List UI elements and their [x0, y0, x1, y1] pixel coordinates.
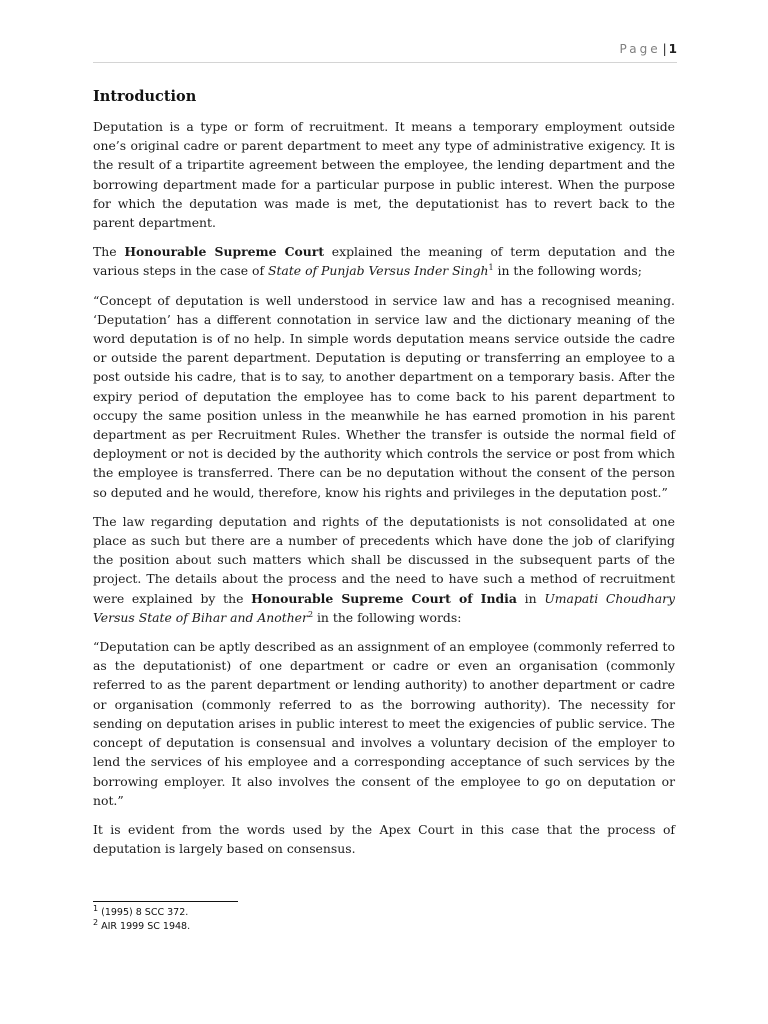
footnote-divider	[93, 901, 238, 902]
page-header	[93, 42, 677, 63]
page-number: 1	[668, 42, 677, 56]
text-run: in the following words:	[313, 609, 462, 625]
section-title: Introduction	[93, 88, 197, 105]
page-label: Page	[619, 42, 661, 56]
footnote-ref-1[interactable]: 1	[488, 263, 494, 273]
footnotes	[93, 901, 393, 934]
paragraph-quote-1: “Concept of deputation is well understood in service law and has a recognised meaning. ‘Deputation’ has a different connotation in service law and the dictionary meaning of the word deputation is of no help. In simple words deputation means service outside the cadre or outside the parent department. Deputation is deputing or transferring an employee to a post outside his cadre, that is to say, to another department on a temporary basis. After the expiry period of deputation the employee has to come back to his parent department to occupy the same position unless in the meanwhile he has earned promotion in his parent department as per Recruitment Rules. Whether the transfer is outside the normal field of deployment or not is decided by the authority which controls the service or post from which the employee is transferred. There can be no deputation without the consent of the person so deputed and he would, therefore, know his rights and privileges in the deputation post.”	[93, 292, 675, 500]
bold-court-name: Honourable Supreme Court of India	[251, 590, 517, 606]
case-name-italic: Umapati Choudhary Versus State of Bihar and Another	[93, 590, 676, 625]
document-body	[93, 86, 675, 868]
paragraph-intro: Deputation is a type or form of recruitment. It means a temporary employment outside one’s original cadre or parent department to meet any type of administrative exigency. It is the result of a tripartite agreement between the employee, the lending department and the borrowing department made for a particular purpose in public interest. When the purpose for which the deputation was made is met, the deputationist has to revert back to the parent department.	[93, 119, 675, 231]
footnote-1	[93, 903, 393, 920]
footnote-number: 1	[93, 903, 99, 913]
footnote-text: (1995) 8 SCC 372.	[98, 907, 189, 918]
text-run: in the following words;	[493, 263, 642, 279]
bold-court-name: Honourable Supreme Court	[124, 244, 325, 260]
text-run: in	[516, 590, 545, 606]
text-run: The law regarding deputation and rights of the deputationists is not consolidated at one place as such but there are a number of precedents which have done the job of clarifying the position about such matters which shall be discussed in the subsequent parts of the project. The details about the process and the need to have such a method of recruitment were explained by the	[93, 513, 675, 606]
paragraph-supreme-court-reference	[93, 242, 675, 280]
footnote-ref-2[interactable]: 2	[307, 609, 314, 619]
paragraph-conclusion: It is evident from the words used by the Apex Court in this case that the process of deputation is largely based on consensus.	[93, 821, 675, 857]
text-run: The	[93, 244, 125, 260]
footnote-2	[93, 917, 393, 934]
footnote-number: 2	[93, 917, 99, 927]
page-separator: |	[662, 42, 667, 56]
footnote-text: AIR 1999 SC 1948.	[98, 921, 191, 932]
text-run: explained the meaning of term deputation and the various steps in the case of	[93, 244, 675, 279]
paragraph-quote-2: “Deputation can be aptly described as an assignment of an employee (commonly referred to as the deputationist) of one department or cadre or even an organisation (commonly referred to as the parent department or lending authority) to another department or cadre or organisation (commonly referred to as the borrowing authority). The necessity for sending on deputation arises in public interest to meet the exigencies of public service. The concept of deputation is consensual and involves a voluntary decision of the employer to lend the services of his employee and a corresponding acceptance of such services by the borrowing employer. It also involves the consent of the employee to go on deputation or not.”	[93, 639, 675, 808]
case-name-italic: State of Punjab Versus Inder Singh	[267, 263, 489, 279]
paragraph-law-regarding-deputation	[93, 512, 675, 627]
